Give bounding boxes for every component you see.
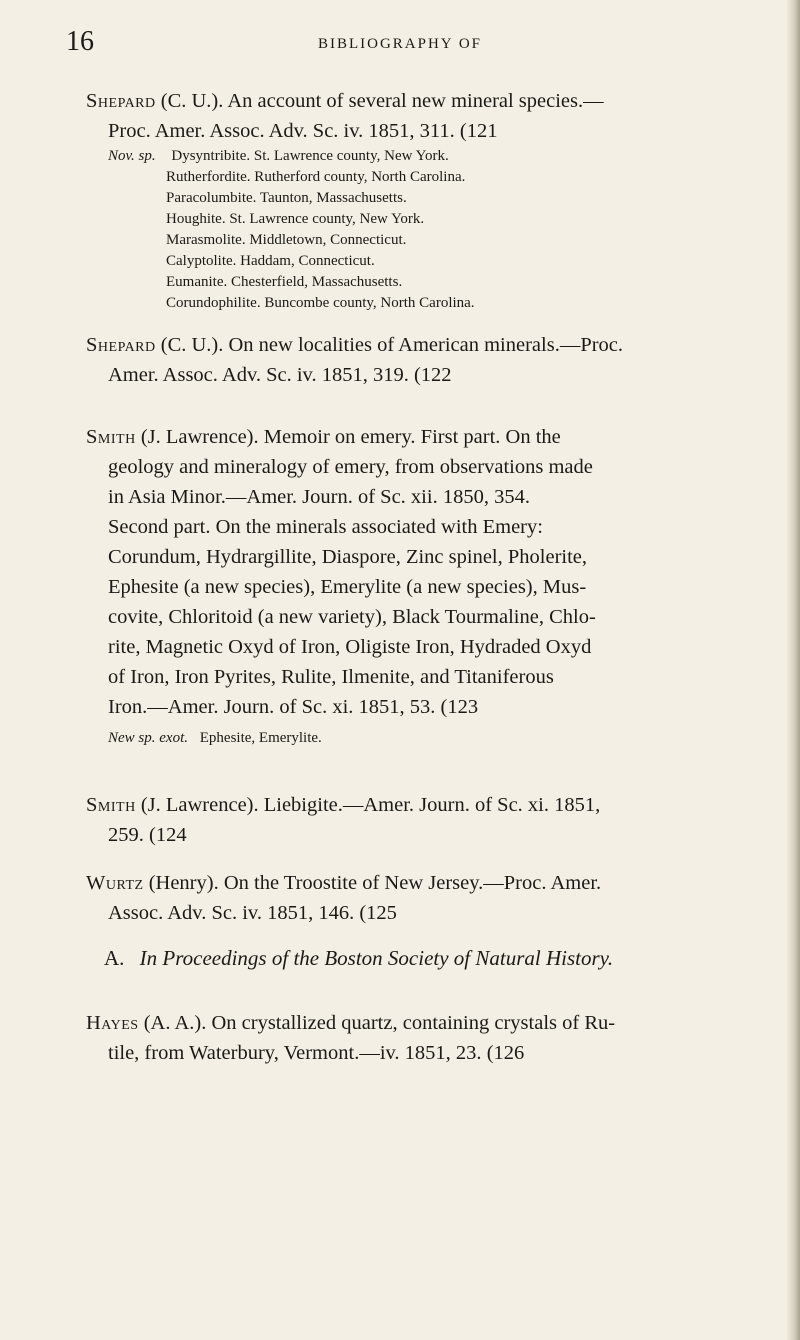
entry-author: Hayes [86,1012,139,1034]
entry-text: (J. Lawrence). Liebigite.—Amer. Journ. of Sc. xi. 1851, [140,794,601,816]
entry-text: of Iron, Iron Pyrites, Rulite, Ilmenite, and Titaniferous [108,666,554,688]
entry-text: Corundum, Hydrargillite, Diaspore, Zinc spinel, Pholerite, [108,546,588,568]
page-header [0,18,800,58]
note-item: Rutherfordite. Rutherford county, North Carolina. [166,169,466,185]
bibliography-entry [86,790,756,850]
note-item: Houghite. St. Lawrence county, New York. [166,211,425,227]
entry-text: covite, Chloritoid (a new variety), Black Tourmaline, Chlo- [108,606,596,628]
entry-text: Second part. On the minerals associated with Emery: [108,516,543,538]
page-number: 16 [66,26,94,57]
entry-text: geology and mineralogy of emery, from observations made [108,456,593,478]
bibliography-entry [86,1008,756,1068]
entry-number: (126 [486,1042,525,1064]
species-note [108,728,748,749]
entry-text: (A. A.). On crystallized quartz, containing crystals of Ru- [143,1012,616,1034]
note-item: Corundophilite. Buncombe county, North Carolina. [166,295,475,311]
entry-author: Shepard [86,90,156,112]
note-label: Nov. sp. [108,148,156,164]
entry-text: in Asia Minor.—Amer. Journ. of Sc. xii. 1850, 354. [108,486,530,508]
entry-text: Ephesite (a new species), Emerylite (a new species), Mus- [108,576,587,598]
entry-number: (123 [440,696,479,718]
section-title: In Proceedings of the Boston Society of Natural History. [139,946,614,970]
entry-number: (121 [459,120,498,142]
entry-text: (C. U.). On new localities of American minerals.—Proc. [160,334,624,356]
note-item: Eumanite. Chesterfield, Massachusetts. [166,274,403,290]
section-letter: A. [104,946,125,970]
note-item: Calyptolite. Haddam, Connecticut. [166,253,375,269]
entry-text: Assoc. Adv. Sc. iv. 1851, 146. [108,902,355,924]
entry-text: Proc. Amer. Assoc. Adv. Sc. iv. 1851, 311. [108,120,455,142]
bibliography-entry [86,422,756,722]
note-item: Marasmolite. Middletown, Connecticut. [166,232,407,248]
note-item: Paracolumbite. Taunton, Massachusetts. [166,190,407,206]
entry-text: (C. U.). An account of several new mineral species.— [160,90,604,112]
bibliography-entry [86,330,756,390]
entry-author: Smith [86,426,136,448]
entry-author: Smith [86,794,136,816]
entry-text: 259. [108,824,144,846]
entry-text: rite, Magnetic Oxyd of Iron, Oligiste Iron, Hydraded Oxyd [108,636,592,658]
section-heading [104,946,613,971]
running-head: BIBLIOGRAPHY OF [317,36,483,52]
bibliography-entry [86,868,756,928]
bibliography-entry [86,86,756,146]
entry-text: Iron.—Amer. Journ. of Sc. xi. 1851, 53. [108,696,436,718]
note-label: New sp. exot. [108,730,188,746]
note-item: Dysyntribite. St. Lawrence county, New York. [171,148,449,164]
entry-author: Shepard [86,334,156,356]
note-item: Ephesite, Emerylite. [199,730,322,746]
entry-author: Wurtz [86,872,144,894]
species-note [108,146,748,314]
entry-number: (124 [149,824,187,846]
entry-number: (122 [413,364,452,386]
entry-number: (125 [359,902,397,924]
entry-text: (J. Lawrence). Memoir on emery. First part. On the [140,426,561,448]
entry-text: (Henry). On the Troostite of New Jersey.—Proc. Amer. [148,872,602,894]
entry-text: tile, from Waterbury, Vermont.—iv. 1851, 23. [108,1042,482,1064]
page-edge-shadow [786,0,800,1340]
entry-text: Amer. Assoc. Adv. Sc. iv. 1851, 319. [108,364,409,386]
